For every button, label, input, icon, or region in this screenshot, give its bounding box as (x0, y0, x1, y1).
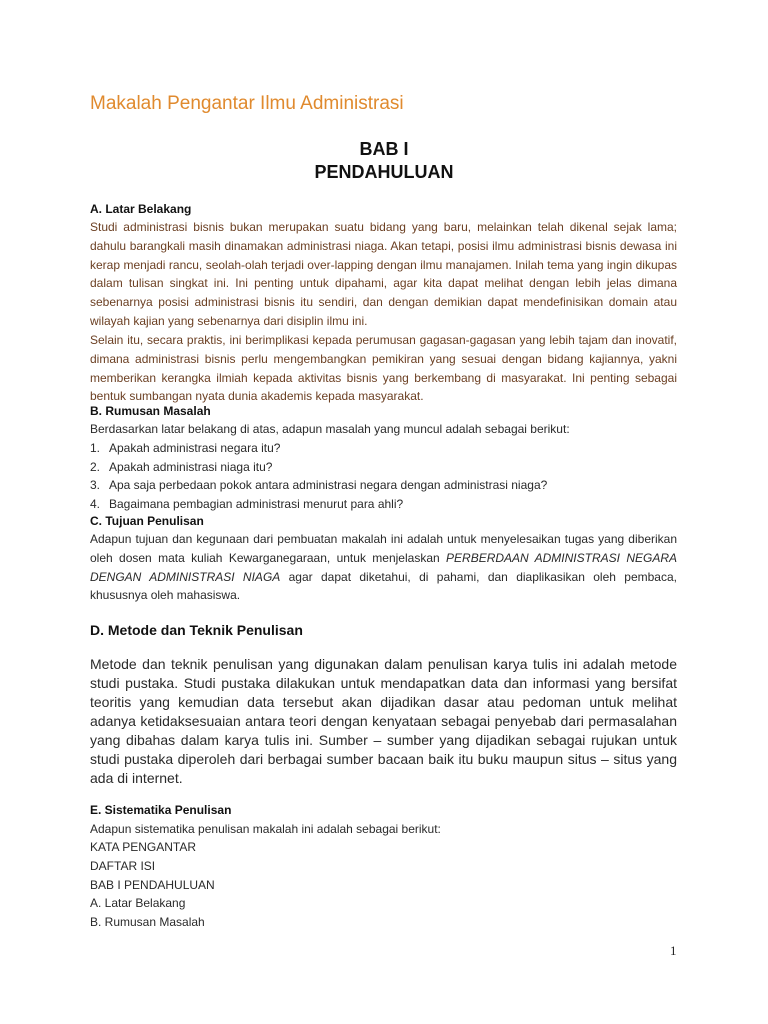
section-e-heading: E. Sistematika Penulisan (90, 803, 232, 817)
list-item (90, 478, 547, 492)
section-a-heading: A. Latar Belakang (90, 202, 192, 216)
list-item-text: Apakah administrasi niaga itu? (109, 460, 273, 474)
page-number: 1 (670, 943, 677, 958)
section-b-heading: B. Rumusan Masalah (90, 404, 211, 418)
outline-line: DAFTAR ISI (90, 859, 156, 873)
section-d-paragraph: Metode dan teknik penulisan yang digunakan dalam penulisan karya tulis ini adalah metode studi pustaka. Studi pustaka dilakukan untuk mendapatkan data dan informasi yang bersifat teoritis yang kemudian data tersebut akan dijadikan dasar atau pedoman untuk melihat adanya ketidaksesuaian antara teori dengan kenyataan sebagai penyebab dari permasalahan yang dibahas dalam karya tulis ini. Sumber – sumber yang dijadikan sebagai rujukan untuk studi pustaka diperoleh dari berbagai sumber bacaan baik itu buku maupun situs – situs yang ada di internet. (90, 656, 677, 786)
list-item-number: 1. (90, 441, 101, 455)
outline-line: KATA PENGANTAR (90, 840, 197, 854)
outline-line: BAB I PENDAHULUAN (90, 878, 215, 892)
list-item-text: Apa saja perbedaan pokok antara administrasi negara dengan administrasi niaga? (109, 478, 548, 492)
section-e-intro: Adapun sistematika penulisan makalah ini adalah sebagai berikut: (90, 822, 441, 836)
section-a-paragraph-1: Studi administrasi bisnis bukan merupakan suatu bidang yang baru, melainkan telah dikenal sejak lama; dahulu barangkali masih dinamakan administrasi niaga. Akan tetapi, posisi ilmu administrasi bisnis dewasa ini kerap menjadi rancu, seolah-olah terjadi over-lapping dengan ilmu manajamen. Inilah tema yang ingin dikupas dalam tulisan singkat ini. Ini penting untuk dipahami, agar kita dapat melihat dengan lebih jelas dimana sebenarnya posisi administrasi bisnis itu sendiri, dan dengan demikian dapat mendefinisikan domain atau wilayah kajian yang sebenarnya dari disiplin ilmu ini. (90, 220, 677, 328)
list-item-text: Bagaimana pembagian administrasi menurut para ahli? (109, 497, 404, 511)
section-a-paragraph-2: Selain itu, secara praktis, ini berimplikasi kepada perumusan gagasan-gagasan yang lebih tajam dan inovatif, dimana administrasi bisnis perlu mengembangkan pemikiran yang sesuai dengan bidang kajiannya, yakni memberikan kerangka ilmiah kepada aktivitas bisnis yang berkembang di masyarakat. Ini penting sebagai bentuk sumbangan nyata dunia akademis kepada masyarakat. (90, 333, 677, 404)
list-item (90, 460, 272, 474)
list-item-text: Apakah administrasi negara itu? (109, 441, 281, 455)
section-b-intro: Berdasarkan latar belakang di atas, adapun masalah yang muncul adalah sebagai berikut: (90, 422, 570, 436)
outline-line: B. Rumusan Masalah (90, 915, 205, 929)
section-c-paragraph (90, 530, 677, 605)
outline-line: A. Latar Belakang (90, 896, 186, 910)
list-item-number: 4. (90, 497, 101, 511)
section-c-emphasis: PERBERDAAN ADMINISTRASI NEGARA DENGAN ADMINISTRASI NIAGA (90, 550, 677, 584)
list-item-number: 2. (90, 460, 101, 474)
section-d-heading: D. Metode dan Teknik Penulisan (90, 622, 303, 638)
section-c-heading: C. Tujuan Penulisan (90, 514, 204, 528)
list-item (90, 497, 403, 511)
section-c-text: Adapun tujuan dan kegunaan dari pembuatan makalah ini adalah untuk menyelesaikan tugas yang diberikan oleh dosen mata kuliah Kewarganegaraan, untuk menjelaskan (90, 532, 677, 565)
section-c-text-end: agar dapat diketahui, di pahami, dan diaplikasikan oleh pembaca, khususnya oleh mahasiswa. (90, 569, 677, 603)
chapter-number: BAB I (359, 139, 409, 159)
chapter-title: PENDAHULUAN (314, 162, 454, 182)
list-item-number: 3. (90, 478, 101, 492)
document-title: Makalah Pengantar Ilmu Administrasi (90, 93, 404, 114)
list-item (90, 441, 280, 455)
